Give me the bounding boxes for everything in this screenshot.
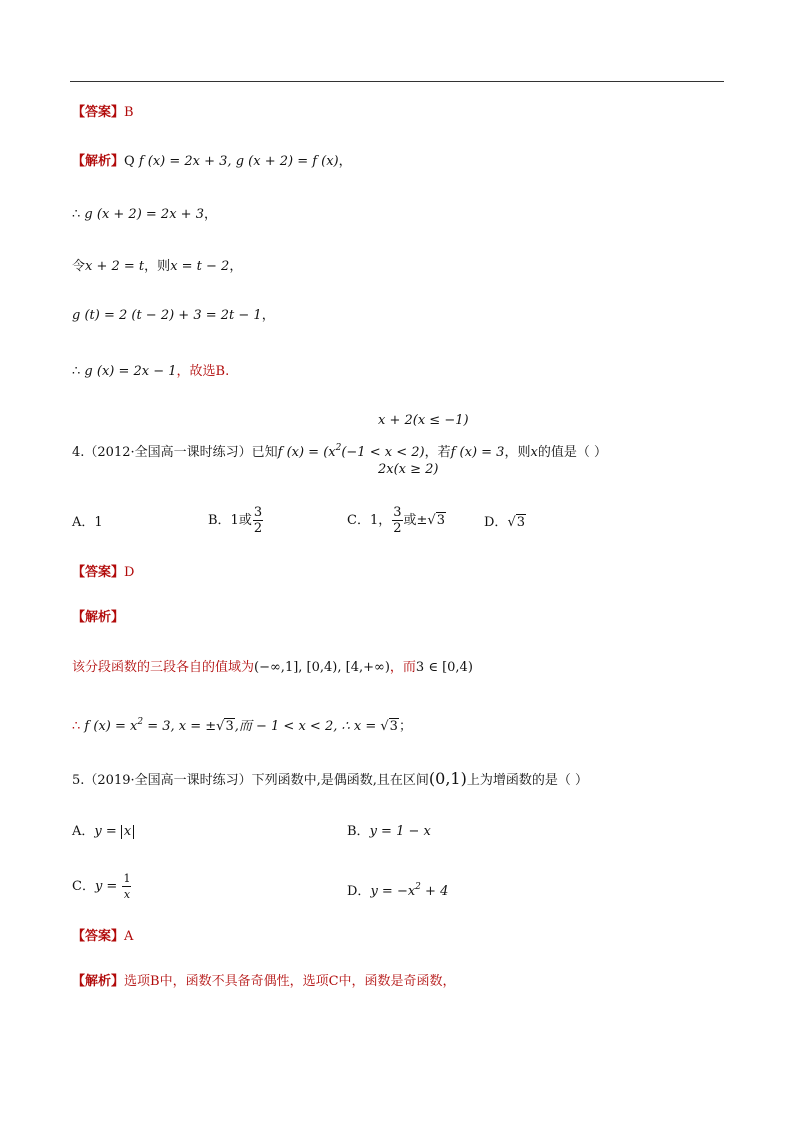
q5-option-c	[72, 871, 132, 902]
q3-analysis-line-4	[72, 306, 275, 326]
q4-answer-line	[72, 563, 134, 583]
question-prefix: 5.（2019·全国高一课时练习）下列函数中,是偶函数,且在区间	[72, 773, 429, 788]
option-text: B．1或	[208, 513, 252, 528]
q3-analysis-line-1	[72, 152, 352, 172]
fraction	[392, 505, 402, 536]
analysis-label: 【解析】	[72, 974, 125, 989]
math-expression: x + 2 = t	[85, 259, 145, 274]
math-expression: y = 1 − x	[369, 824, 431, 839]
because-symbol: Q	[124, 154, 135, 169]
analysis-label: 【解析】	[72, 154, 125, 169]
option-text: D．	[484, 515, 508, 530]
answer-label: 【答案】	[72, 565, 125, 580]
answer-label: 【答案】	[72, 105, 125, 120]
therefore-symbol: ∴	[72, 364, 81, 379]
q5-option-a	[72, 822, 134, 842]
punctuation: ，	[203, 207, 217, 222]
radicand: 3	[516, 515, 526, 530]
option-text: A．1	[72, 515, 103, 530]
absolute-value: x	[121, 825, 134, 839]
option-text: A．	[72, 824, 95, 839]
q4-range-line	[72, 658, 473, 678]
q4-solution-line	[72, 712, 412, 737]
q3-analysis-line-2	[72, 205, 217, 225]
analysis-text: 选项B中，函数不具备奇偶性，选项C中，函数是奇函数，	[124, 974, 456, 989]
math-expression: y =	[94, 824, 121, 839]
sqrt: √3	[507, 515, 526, 530]
math-expression: (−∞,1], [0,4), [4,+∞)	[254, 660, 390, 675]
answer-label: 【答案】	[72, 929, 125, 944]
q3-answer-line	[72, 103, 134, 123]
fraction	[253, 505, 263, 536]
math-expression: f (x) = 2x + 3, g (x + 2) = f (x)	[138, 154, 339, 169]
option-text: D．	[347, 884, 371, 899]
question-prefix: 4.（2012·全国高一课时练习）已知	[72, 445, 278, 460]
question-suffix: 上为增函数的是（ ）	[466, 773, 588, 788]
text: 令	[72, 259, 86, 274]
math-expression: g (x + 2) = 2x + 3	[84, 207, 204, 222]
conclusion-text: ，故选B.	[176, 364, 230, 379]
q4-analysis-line	[72, 608, 124, 628]
q4-option-a	[72, 513, 103, 533]
q3-analysis-line-3	[72, 257, 242, 277]
q4-option-d	[484, 513, 526, 533]
math-expression: f (x) = (x	[277, 445, 336, 460]
analysis-label: 【解析】	[72, 610, 125, 625]
punctuation: ，	[229, 259, 243, 274]
therefore-symbol: ∴	[72, 719, 81, 734]
text: ，若	[424, 445, 451, 460]
q5-option-b	[347, 822, 431, 842]
punctuation: ；	[398, 719, 412, 734]
option-text: 或±	[403, 513, 428, 528]
math-expression: (−1 < x < 2)	[341, 445, 425, 460]
math-expression: y = −x	[370, 884, 416, 899]
text: 该分段函数的三段各自的值域为	[72, 660, 255, 675]
q5-option-d	[347, 877, 448, 902]
fraction	[122, 871, 131, 902]
piecewise-case-1: x + 2(x ≤ −1)	[378, 413, 469, 428]
sqrt: √3	[380, 719, 398, 734]
option-text: C．	[72, 879, 95, 894]
math-expression: g (x) = 2x − 1	[84, 364, 177, 379]
numerator: 3	[253, 505, 263, 520]
q4-option-c	[347, 505, 446, 536]
radicand: 3	[225, 719, 234, 734]
math-expression: (0,1)	[428, 769, 467, 788]
piecewise-case-3: 2x(x ≥ 2)	[378, 462, 439, 477]
q5-question-line	[72, 769, 588, 791]
math-expression: f (x) = 3	[450, 445, 505, 460]
numerator: 3	[393, 505, 402, 520]
q5-answer-line	[72, 927, 133, 947]
punctuation: ，	[261, 308, 275, 323]
answer-value: B	[124, 105, 134, 120]
math-expression: f (x) = x	[84, 719, 138, 734]
denominator: x	[123, 888, 131, 901]
q4-question-line	[72, 438, 607, 463]
header-rule	[70, 81, 724, 82]
sqrt: √3	[427, 513, 445, 528]
numerator: 1	[123, 872, 131, 885]
math-expression: 3 ∈ [0,4)	[415, 660, 473, 675]
superscript: 2	[415, 882, 421, 892]
text: ，则	[144, 259, 171, 274]
math-expression: g (t) = 2 (t − 2) + 3 = 2t − 1	[72, 308, 262, 323]
question-suffix: 的值是（ ）	[537, 445, 607, 460]
q4-option-b	[208, 505, 264, 536]
sqrt: √3	[216, 719, 234, 734]
option-text: B．	[347, 824, 370, 839]
superscript: 2	[335, 443, 342, 453]
denominator: 2	[253, 521, 263, 536]
math-expression: x = t − 2	[170, 259, 230, 274]
denominator: 2	[393, 521, 402, 536]
math-expression: + 4	[420, 884, 449, 899]
math-expression: = 3, x = ±	[143, 719, 217, 734]
superscript: 2	[137, 717, 144, 727]
math-variable: x	[530, 445, 538, 460]
math-expression: ,而 − 1 < x < 2, ∴ x =	[234, 719, 381, 734]
therefore-symbol: ∴	[72, 207, 81, 222]
radicand: 3	[436, 513, 445, 528]
answer-value: D	[124, 565, 135, 580]
answer-value: A	[124, 929, 134, 944]
math-expression: y =	[94, 879, 122, 894]
text: ，而	[389, 660, 416, 675]
text: ，则	[504, 445, 531, 460]
option-text: C．1，	[347, 513, 392, 528]
punctuation: ，	[338, 154, 352, 169]
radicand: 3	[389, 719, 398, 734]
q5-analysis-line	[72, 972, 456, 992]
q3-analysis-line-5	[72, 362, 229, 382]
